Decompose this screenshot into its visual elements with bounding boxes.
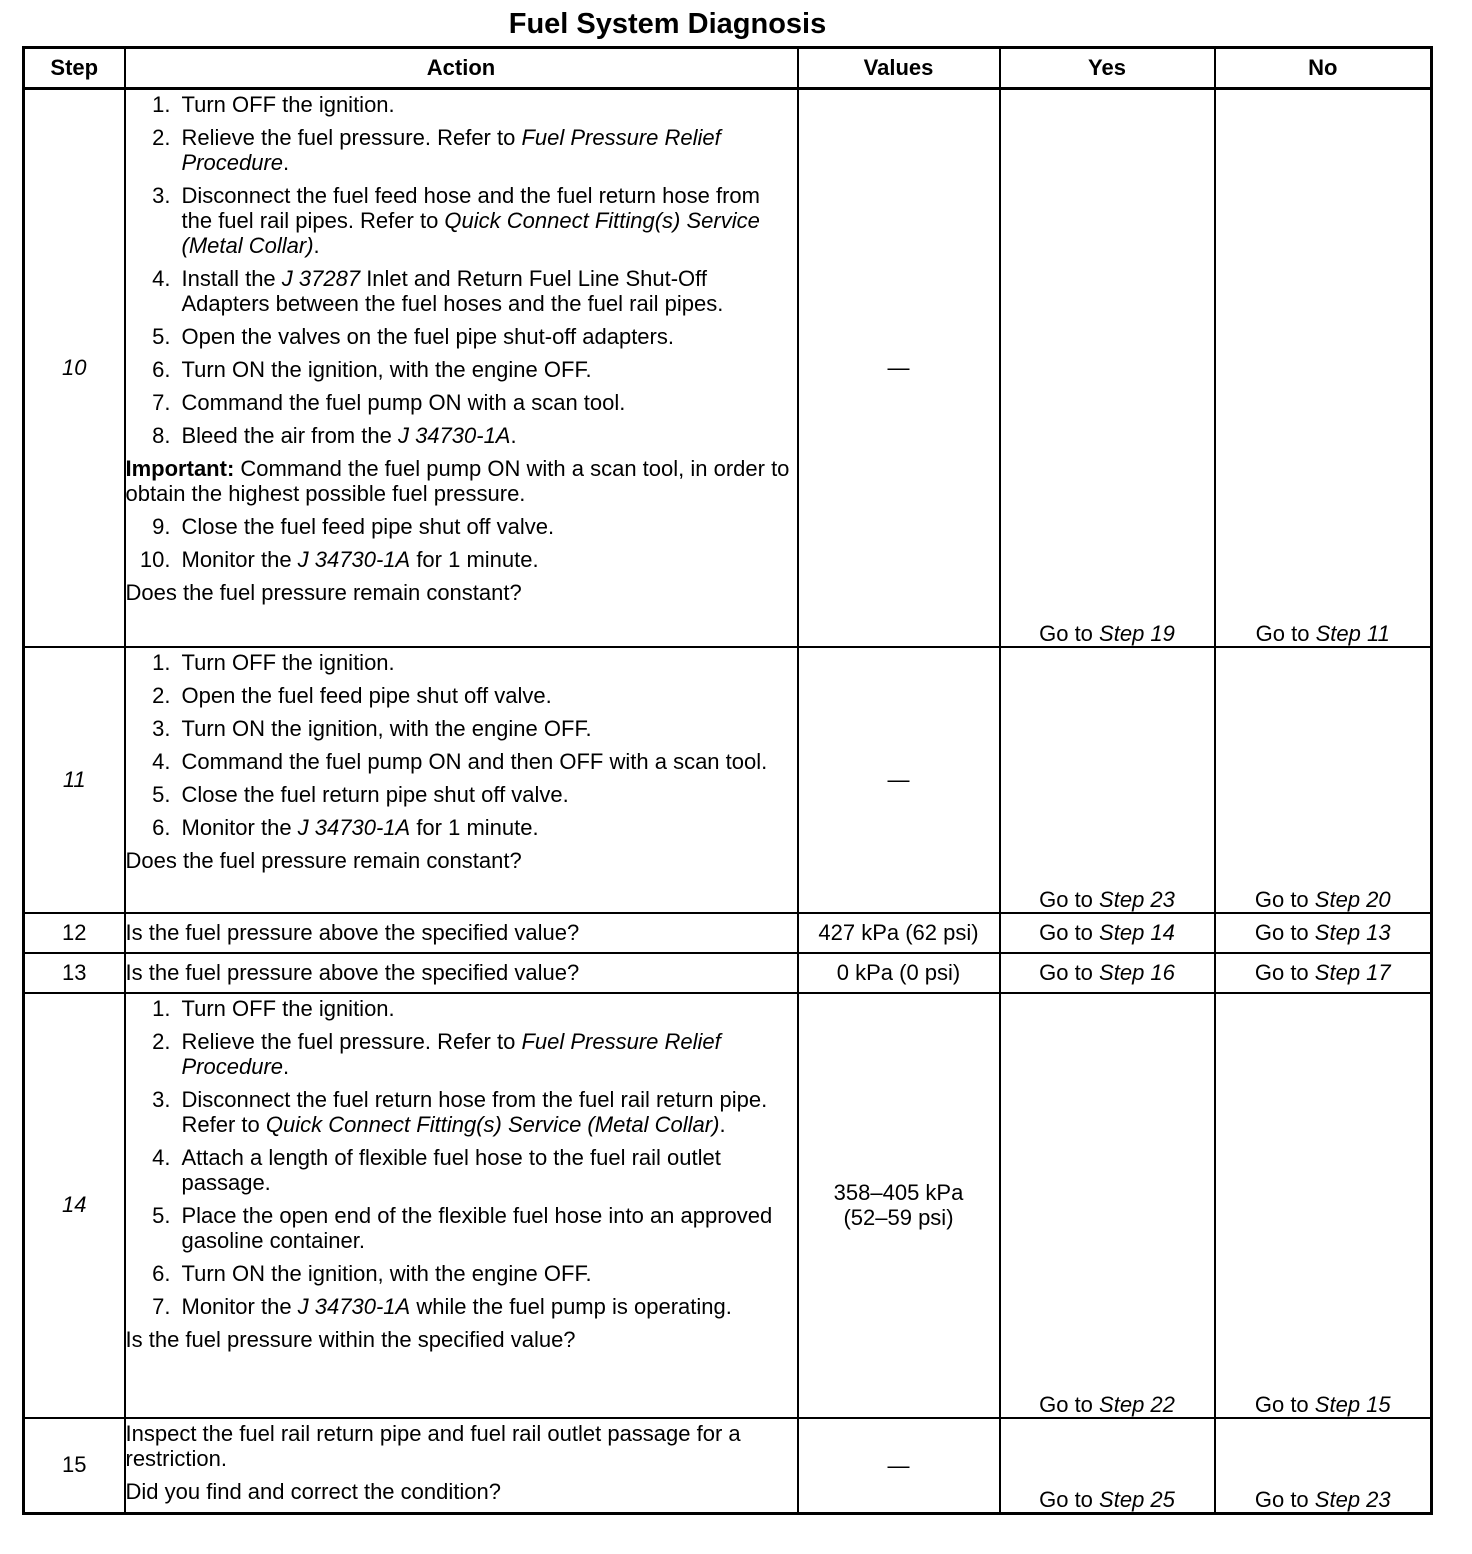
yes-step-ref: Step 14	[1099, 920, 1175, 945]
step-number: 10	[24, 89, 125, 647]
value-cell: —	[798, 89, 1000, 647]
table-row	[24, 953, 1432, 993]
table-row	[24, 993, 1432, 1418]
important-note: Important: Command the fuel pump ON with a scan tool, in order to obtain the highest possible fuel pressure.	[125, 456, 790, 506]
list-item: 7. Monitor the J 34730-1A while the fuel pump is operating.	[152, 1293, 732, 1319]
step-number: 12	[24, 913, 125, 953]
list-item: 7. Command the fuel pump ON with a scan tool.	[152, 390, 626, 415]
value-cell: —	[798, 647, 1000, 913]
question: Does the fuel pressure remain constant?	[125, 580, 522, 605]
tool-reference: J 34730-1A	[297, 1293, 411, 1319]
yes-cell: Go to Step 23	[1000, 647, 1215, 913]
no-cell: Go to Step 11	[1215, 89, 1432, 647]
step-number: 15	[24, 1418, 125, 1514]
header-no: No	[1215, 48, 1432, 89]
action-cell	[125, 913, 798, 953]
value-cell: 0 kPa (0 psi)	[798, 953, 1000, 993]
diagnosis-table	[22, 46, 1433, 1515]
action-cell	[125, 1418, 798, 1514]
no-step-ref: Step 20	[1314, 886, 1391, 912]
no-cell: Go to Step 15	[1215, 993, 1432, 1418]
no-cell: Go to Step 17	[1215, 953, 1432, 993]
value-cell	[798, 993, 1000, 1418]
yes-step-ref: Step 16	[1099, 960, 1175, 985]
value-line: 358–405 kPa	[833, 1180, 964, 1205]
tool-reference: J 34730-1A	[297, 814, 411, 840]
yes-cell: Go to Step 25	[1000, 1418, 1215, 1514]
reference-link: Fuel Pressure Relief Procedure	[181, 125, 721, 175]
list-item: 2. Relieve the fuel pressure. Refer to Fuel Pressure Relief Procedure.	[152, 1028, 721, 1079]
list-item: 10. Monitor the J 34730-1A for 1 minute.	[139, 547, 539, 572]
no-step-ref: Step 13	[1314, 920, 1391, 945]
header-values: Values	[798, 48, 1000, 89]
no-step-ref: Step 17	[1314, 960, 1391, 985]
action-text: Inspect the fuel rail return pipe and fuel rail outlet passage for a restriction.	[125, 1420, 741, 1471]
yes-cell: Go to Step 16	[1000, 953, 1215, 993]
no-step-ref: Step 15	[1314, 1391, 1391, 1417]
header-yes: Yes	[1000, 48, 1215, 89]
list-item: 1. Turn OFF the ignition.	[152, 995, 395, 1021]
tool-reference: J 34730-1A	[297, 547, 411, 572]
yes-step-ref: Step 19	[1099, 620, 1175, 646]
list-item: 5. Open the valves on the fuel pipe shut-off adapters.	[152, 324, 674, 349]
header-row	[24, 48, 1432, 89]
header-step: Step	[24, 48, 125, 89]
value-cell: 427 kPa (62 psi)	[798, 913, 1000, 953]
yes-step-ref: Step 25	[1099, 1487, 1175, 1512]
list-item: 6. Turn ON the ignition, with the engine OFF.	[152, 357, 592, 382]
list-item: 4. Install the J 37287 Inlet and Return Fuel Line Shut-Off Adapters between the fuel hoses and the fuel rail pipes.	[152, 266, 724, 316]
list-item: 4. Command the fuel pump ON and then OFF with a scan tool.	[152, 748, 768, 774]
action-cell	[125, 953, 798, 993]
question: Is the fuel pressure within the specified value?	[125, 1326, 576, 1352]
step-number: 14	[24, 993, 125, 1418]
list-item: 3. Disconnect the fuel return hose from the fuel rail return pipe. Refer to Quick Connect Fitting(s) Service (Metal Collar).	[152, 1086, 768, 1137]
list-item: 5. Close the fuel return pipe shut off valve.	[152, 781, 569, 807]
reference-link: Quick Connect Fitting(s) Service (Metal Collar)	[181, 208, 760, 258]
question: Did you find and correct the condition?	[125, 1478, 501, 1504]
step-number: 11	[24, 647, 125, 913]
question: Is the fuel pressure above the specified value?	[125, 920, 580, 945]
yes-cell: Go to Step 22	[1000, 993, 1215, 1418]
value-cell: —	[798, 1418, 1000, 1514]
tool-reference: J 34730-1A	[397, 423, 511, 448]
list-item: 1. Turn OFF the ignition.	[152, 92, 395, 117]
yes-cell: Go to Step 14	[1000, 913, 1215, 953]
list-item: 3. Turn ON the ignition, with the engine OFF.	[152, 715, 592, 741]
question: Is the fuel pressure above the specified value?	[125, 960, 580, 985]
no-step-ref: Step 11	[1315, 620, 1390, 646]
table-row	[24, 89, 1432, 647]
reference-link: Fuel Pressure Relief Procedure	[181, 1028, 721, 1079]
table-row	[24, 1418, 1432, 1514]
step-number: 13	[24, 953, 125, 993]
action-cell	[125, 647, 798, 913]
list-item: 2. Open the fuel feed pipe shut off valve.	[152, 682, 552, 708]
table-row	[24, 647, 1432, 913]
list-item: 8. Bleed the air from the J 34730-1A.	[152, 423, 517, 448]
reference-link: Quick Connect Fitting(s) Service (Metal Collar)	[265, 1111, 720, 1137]
action-cell	[125, 993, 798, 1418]
action-cell	[125, 89, 798, 647]
list-item: 5. Place the open end of the flexible fuel hose into an approved gasoline container.	[152, 1202, 773, 1253]
list-item: 6. Turn ON the ignition, with the engine OFF.	[152, 1260, 592, 1286]
value-line: (52–59 psi)	[843, 1205, 954, 1230]
important-label: Important:	[125, 456, 235, 481]
no-cell: Go to Step 13	[1215, 913, 1432, 953]
yes-step-ref: Step 23	[1099, 886, 1175, 912]
list-item: 9. Close the fuel feed pipe shut off valve.	[152, 514, 555, 539]
table-row	[24, 913, 1432, 953]
no-cell: Go to Step 20	[1215, 647, 1432, 913]
list-item: 3. Disconnect the fuel feed hose and the fuel return hose from the fuel rail pipes. Refer to Quick Connect Fitting(s) Service (Metal Collar).	[152, 183, 760, 258]
list-item: 2. Relieve the fuel pressure. Refer to Fuel Pressure Relief Procedure.	[152, 125, 721, 175]
question: Does the fuel pressure remain constant?	[125, 847, 522, 873]
list-item: 4. Attach a length of flexible fuel hose to the fuel rail outlet passage.	[152, 1144, 721, 1195]
yes-step-ref: Step 22	[1099, 1391, 1175, 1417]
header-action: Action	[125, 48, 798, 89]
page-title: Fuel System Diagnosis	[508, 8, 827, 40]
no-cell: Go to Step 23	[1215, 1418, 1432, 1514]
tool-reference: J 37287	[281, 266, 361, 291]
list-item: 1. Turn OFF the ignition.	[152, 649, 395, 675]
no-step-ref: Step 23	[1314, 1487, 1391, 1512]
list-item: 6. Monitor the J 34730-1A for 1 minute.	[152, 814, 539, 840]
yes-cell: Go to Step 19	[1000, 89, 1215, 647]
